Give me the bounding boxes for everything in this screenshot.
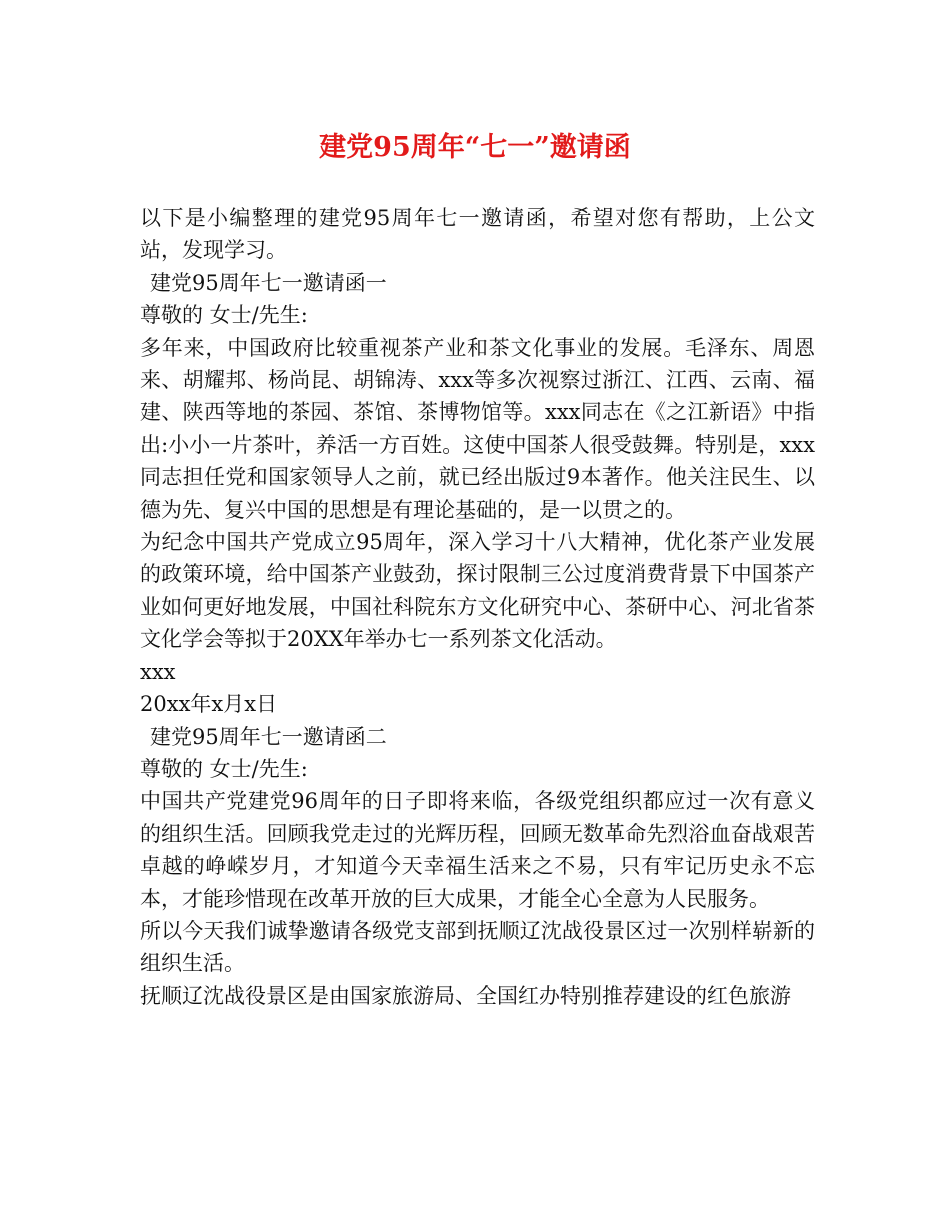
document-title: 建党95周年“七一”邀请函 <box>319 132 631 163</box>
paragraph-event-purpose: 为纪念中国共产党成立95周年，深入学习十八大精神，优化茶产业发展的政策环境，给中国茶产业鼓劲，探讨限制三公过度消费背景下中国茶产业如何更好地发展，中国社科院东方文化研究中心、茶研中心、河北省茶文化学会等拟于20XX年举办七一系列茶文化活动。 <box>140 530 815 652</box>
paragraph-scenic-area: 抚顺辽沈战役景区是由国家旅游局、全国红办特别推荐建设的红色旅游 <box>140 983 791 1008</box>
paragraph-tea-history: 多年来，中国政府比较重视茶产业和茶文化事业的发展。毛泽东、周恩来、胡耀邦、杨尚昆、胡锦涛、xxx等多次视察过浙江、江西、云南、福建、陕西等地的茶园、茶馆、茶博物馆等。xxx同志在《之江新语》中指出:小小一片茶叶，养活一方百姓。这使中国茶人很受鼓舞。特别是，xxx同志担任党和国家领导人之前，就已经出版过9本著作。他关注民生、以德为先、复兴中国的思想是有理论基础的，是一以贯之的。 <box>140 335 815 522</box>
salutation-two: 尊敬的 女士/先生: <box>140 756 308 781</box>
signature-date: 20xx年x月x日 <box>140 692 278 717</box>
paragraph-anniversary: 中国共产党建党96周年的日子即将来临，各级党组织都应过一次有意义的组织生活。回顾我党走过的光辉历程，回顾无数革命先烈浴血奋战艰苦卓越的峥嵘岁月，才知道今天幸福生活来之不易，只有牢记历史永不忘本，才能珍惜现在改革开放的巨大成果，才能全心全意为人民服务。 <box>140 789 815 911</box>
signature-name: xxx <box>140 659 176 684</box>
paragraph-intro: 以下是小编整理的建党95周年七一邀请函，希望对您有帮助，上公文站，发现学习。 <box>140 206 815 263</box>
salutation-one: 尊敬的 女士/先生: <box>140 303 308 328</box>
document-body <box>140 202 815 1012</box>
section-heading-one: 建党95周年七一邀请函一 <box>150 270 387 295</box>
paragraph-invitation: 所以今天我们诚挚邀请各级党支部到抚顺辽沈战役景区过一次别样崭新的组织生活。 <box>140 918 815 976</box>
section-heading-two: 建党95周年七一邀请函二 <box>150 724 387 749</box>
